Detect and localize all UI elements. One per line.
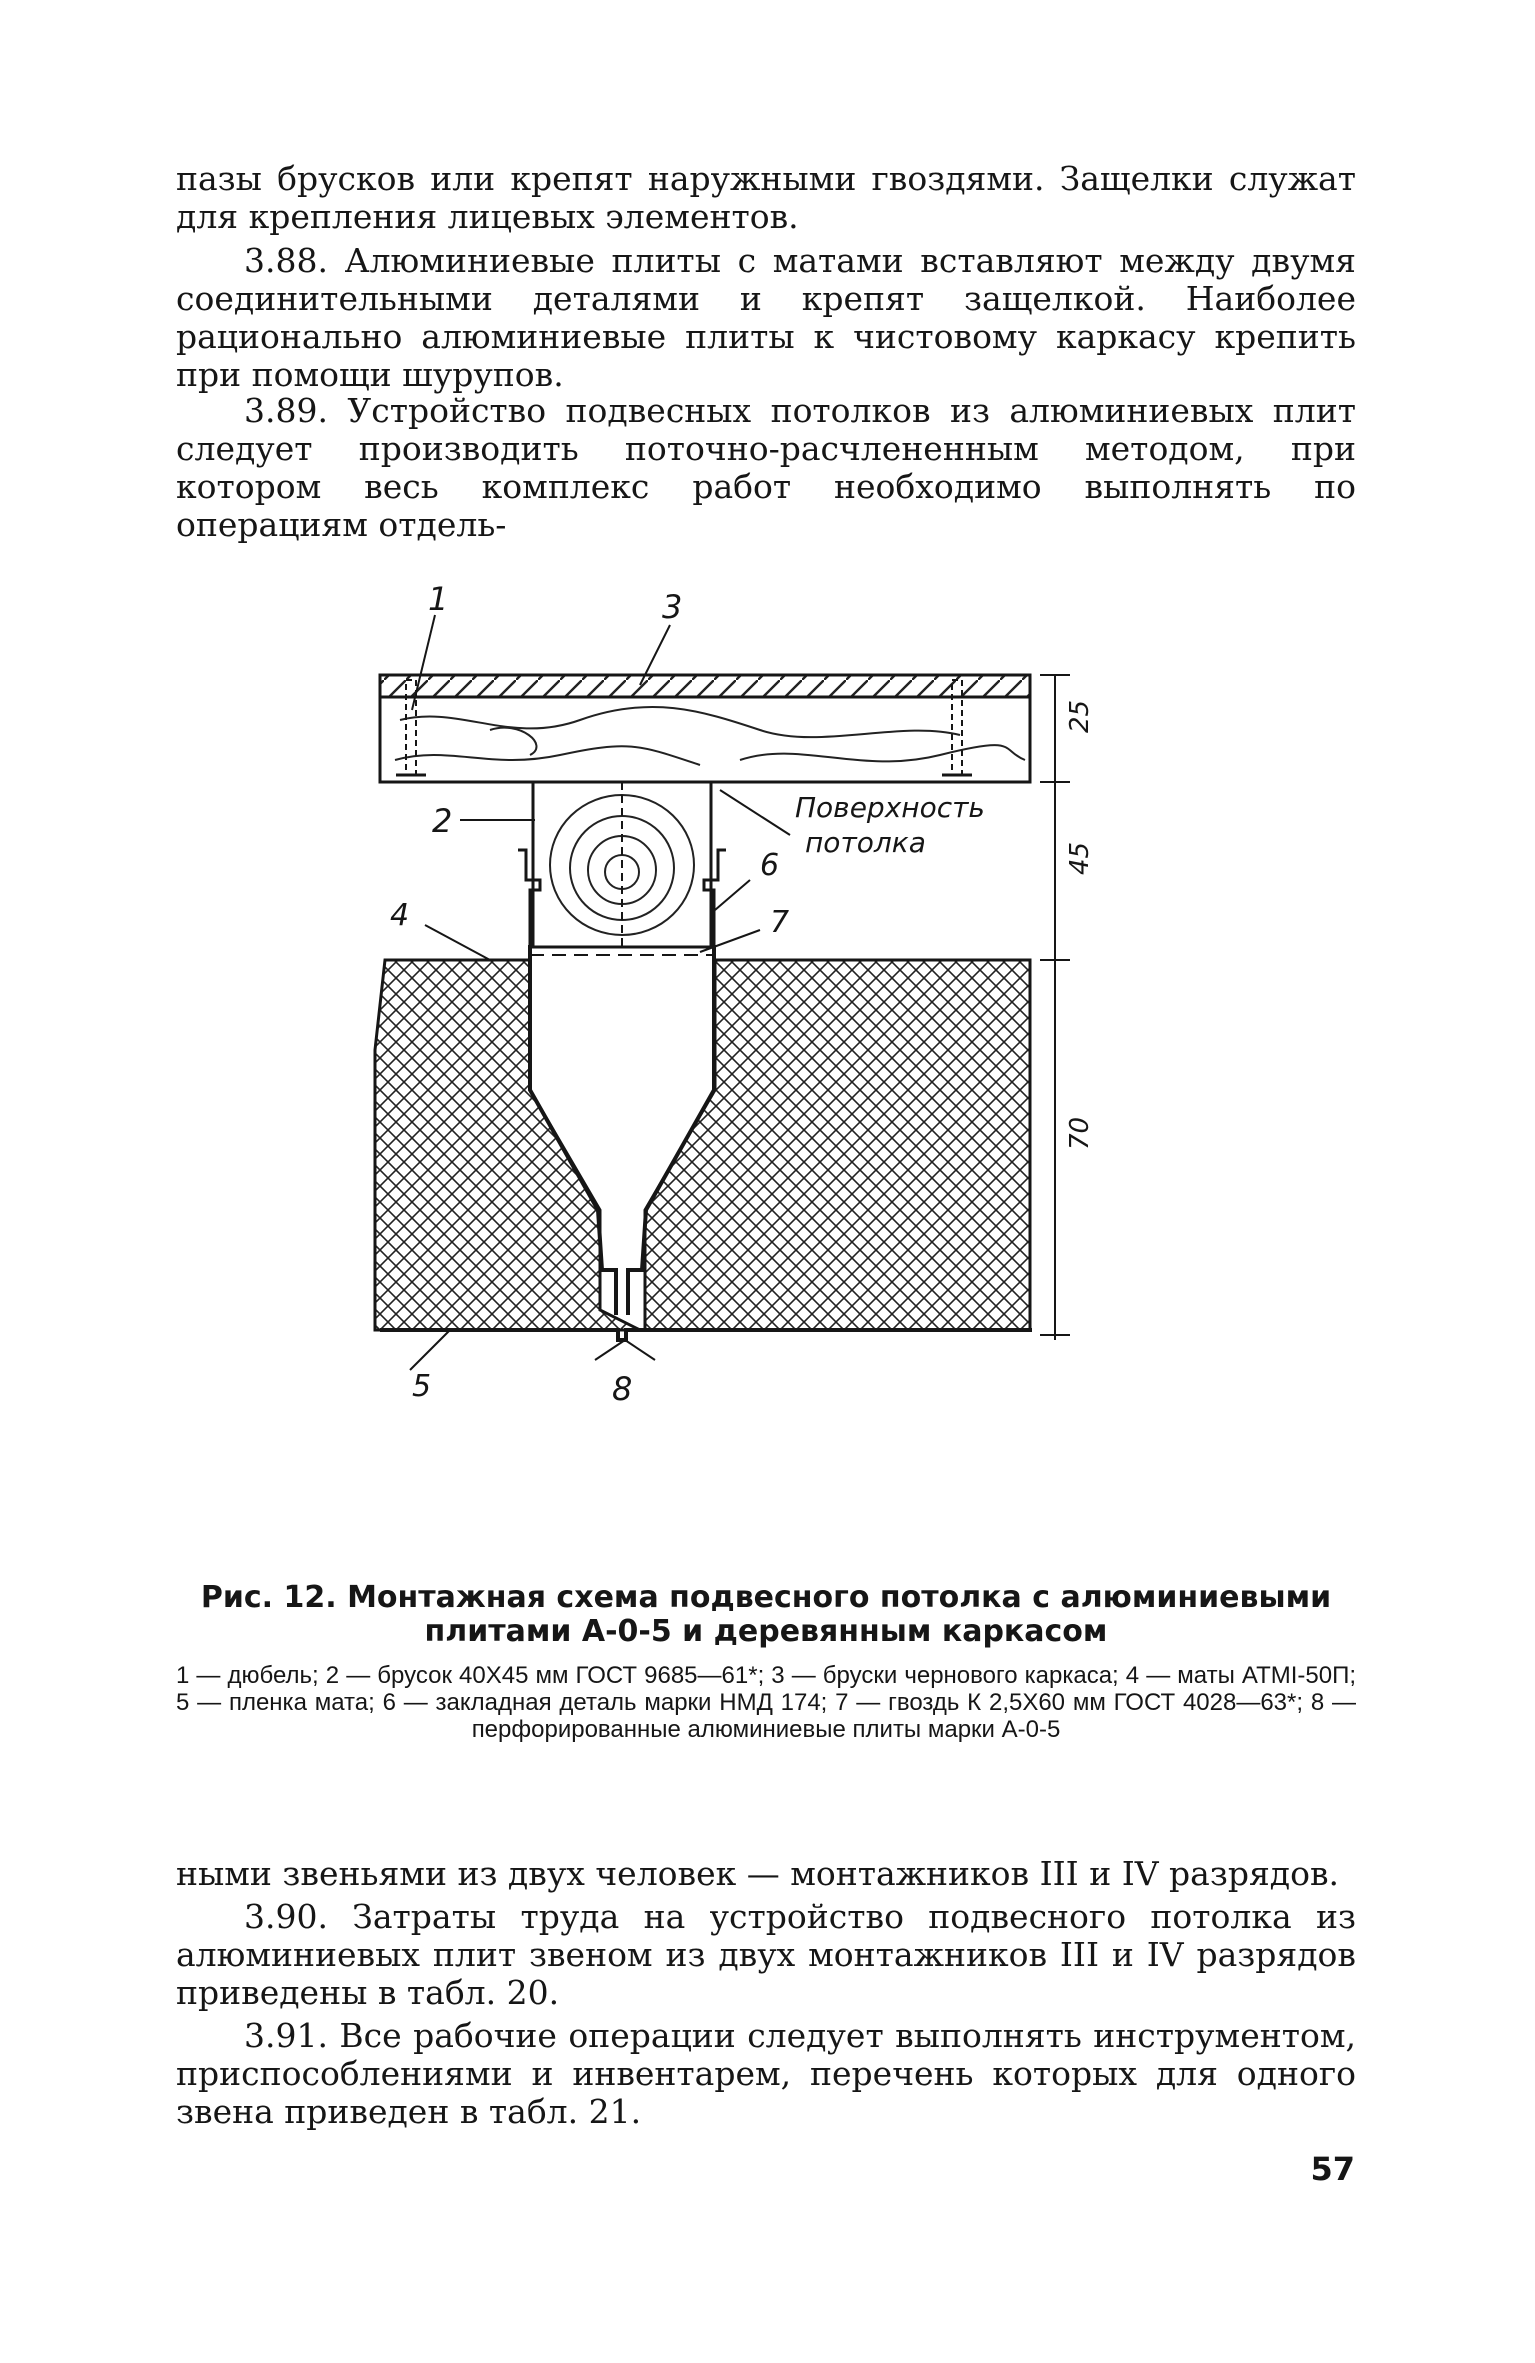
figure-caption-title: Рис. 12. Монтажная схема подвесного потолка с алюминиевыми плитами А-0-5 и деревянным каркасом — [200, 1580, 1332, 1649]
surface-label-line2: потолка — [805, 826, 926, 859]
figure-ceiling-scheme — [340, 570, 1140, 1550]
rough-frame-board — [380, 675, 1030, 782]
label-3: 3 — [662, 588, 683, 626]
label-5: 5 — [412, 1369, 432, 1404]
paragraph-3-89: 3.89. Устройство подвесных потолков из алюминиевых плит следует производить поточно-расчлененным методом, при котором весь комплекс работ необходимо выполнять по операциям отдель- — [176, 391, 1356, 544]
label-2: 2 — [432, 802, 453, 840]
label-6: 6 — [760, 848, 780, 883]
insulation-mats — [375, 960, 1030, 1330]
figure-caption-legend: 1 — дюбель; 2 — брусок 40X45 мм ГОСТ 9685—61*; 3 — бруски чернового каркаса; 4 — маты АТМІ-50П; 5 — пленка мата; 6 — закладная деталь марки НМД 174; 7 — гвоздь К 2,5X60 мм ГОСТ 4028—63*; 8 — перфорированные алюминиевые плиты марки А-0-5 — [176, 1662, 1356, 1743]
dimension-25: 25 — [1065, 699, 1095, 733]
label-7: 7 — [770, 905, 790, 940]
page-number: 57 — [1310, 2150, 1355, 2188]
wooden-bar — [533, 782, 711, 947]
label-8: 8 — [612, 1370, 633, 1408]
label-1: 1 — [428, 580, 449, 618]
dimension-45: 45 — [1065, 841, 1095, 875]
paragraph-3-91: 3.91. Все рабочие операции следует выполнять инструментом, приспособлениями и инвентарем, перечень которых для одного звена приведен в табл. 21. — [176, 2016, 1356, 2131]
dimension-lines — [1040, 675, 1070, 1340]
paragraph-continuation-2: ными звеньями из двух человек — монтажников III и IV разрядов. — [176, 1854, 1340, 1893]
paragraph-continuation: пазы брусков или крепят наружными гвоздями. Защелки служат для крепления лицевых элементов. — [176, 159, 1356, 236]
paragraph-3-90: 3.90. Затраты труда на устройство подвесного потолка из алюминиевых плит звеном из двух монтажников III и IV разрядов приведены в табл. 20. — [176, 1897, 1356, 2012]
label-4: 4 — [390, 898, 410, 933]
paragraph-3-88: 3.88. Алюминиевые плиты с матами вставляют между двумя соединительными деталями и крепят защелкой. Наиболее рационально алюминиевые плиты к чистовому каркасу крепить при помощи шурупов. — [176, 241, 1356, 394]
surface-label-line1: Поверхность — [795, 791, 985, 824]
ceiling-scheme-drawing — [340, 570, 1140, 1550]
dimension-70: 70 — [1065, 1116, 1095, 1150]
